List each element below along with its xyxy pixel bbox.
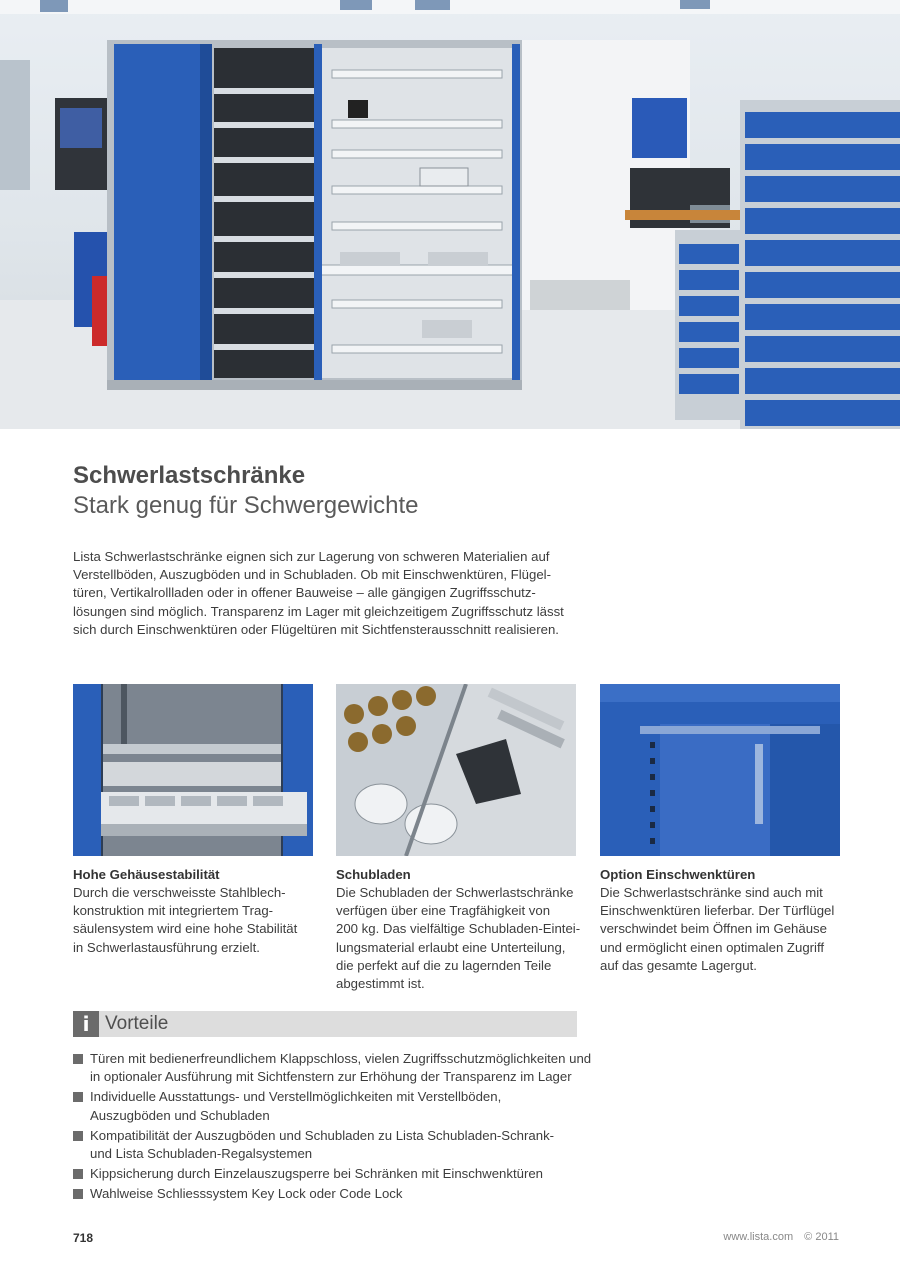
list-item-line: Kompatibilität der Auszugböden und Schubladen zu Lista Schubladen-Schrank-: [90, 1127, 555, 1143]
feature-gehaeusestabilitaet: [73, 684, 313, 957]
page-title: Schwerlastschränke: [73, 462, 306, 489]
intro-line: Lista Schwerlastschränke eignen sich zur Lagerung von schweren Materialien auf: [73, 549, 550, 564]
feature-title: Option Einschwenktüren: [600, 867, 756, 882]
feature-line: und ermöglicht einen optimalen Zugriff: [600, 939, 825, 955]
feature-line: Die Schwerlastschränke sind auch mit: [600, 885, 823, 900]
list-item-line: Individuelle Ausstattungs- und Verstellmöglichkeiten mit Verstellböden,: [90, 1089, 502, 1105]
drawer-contents-illustration: [336, 684, 576, 856]
feature-photo-drawer-contents: [336, 684, 576, 856]
feature-einschwenktueren: [600, 684, 840, 975]
intro-line: lösungen sind möglich. Transparenz im Lager mit gleichzeitigem Zugriffsschutz lässt: [73, 603, 564, 619]
vorteile-header: [73, 1011, 577, 1037]
list-item-line: Wahlweise Schliesssystem Key Lock oder Code Lock: [90, 1186, 403, 1202]
benefits-list: [73, 1050, 593, 1206]
list-item-line: und Lista Schubladen-Regalsystemen: [90, 1146, 313, 1162]
feature-line: die perfekt auf die zu lagernden Teile: [336, 957, 552, 973]
feature-title: Hohe Gehäusestabilität: [73, 867, 220, 882]
feature-text: [600, 884, 840, 975]
copyright: © 2011: [804, 1231, 839, 1243]
page-subtitle: Stark genug für Schwergewichte: [73, 492, 419, 519]
list-item: [73, 1185, 593, 1203]
feature-line: auf das gesamte Lagergut.: [600, 957, 757, 973]
intro-line: sich durch Einschwenktüren oder Flügeltüren mit Sichtfensterausschnitt realisieren.: [73, 621, 559, 637]
list-item-line: in optionaler Ausführung mit Sichtfenstern zur Erhöhung der Transparenz im Lager: [90, 1069, 572, 1085]
bullet-square-icon: [73, 1092, 83, 1102]
feature-line: Die Schubladen der Schwerlastschränke: [336, 885, 574, 900]
list-item-line: Kippsicherung durch Einzelauszugsperre bei Schränken mit Einschwenktüren: [90, 1166, 544, 1182]
swing-door-illustration: [600, 684, 840, 856]
feature-schubladen: [336, 684, 581, 993]
feature-line: verfügen über eine Tragfähigkeit von: [336, 903, 551, 919]
info-icon: i: [73, 1011, 99, 1037]
feature-title: Schubladen: [336, 867, 411, 882]
feature-line: lungsmaterial erlaubt eine Unterteilung,: [336, 939, 566, 955]
bullet-square-icon: [73, 1131, 83, 1141]
feature-photo-swing-door: [600, 684, 840, 856]
intro-line: Verstellböden, Auszugböden und in Schubladen. Ob mit Einschwenktüren, Flügel-: [73, 567, 551, 583]
feature-line: säulensystem wird eine hohe Stabilität: [73, 921, 298, 937]
intro-paragraph: [73, 548, 573, 639]
feature-line: Durch die verschweisste Stahlblech-: [73, 885, 286, 900]
cabinet-drawer-illustration: [73, 684, 313, 856]
vorteile-title: Vorteile: [105, 1013, 169, 1034]
feature-line: Einschwenktüren lieferbar. Der Türflügel: [600, 903, 835, 919]
feature-line: in Schwerlastausführung erzielt.: [73, 939, 260, 955]
hero-photo: [0, 0, 900, 429]
footer-info: [723, 1231, 839, 1243]
website-link[interactable]: www.lista.com: [723, 1231, 794, 1243]
feature-line: abgestimmt ist.: [336, 976, 425, 992]
feature-line: verschwindet beim Öffnen im Gehäuse: [600, 921, 827, 937]
list-item: [73, 1050, 593, 1086]
feature-line: 200 kg. Das vielfältige Schubladen-Eintei-: [336, 921, 581, 937]
list-item-line: Auszugböden und Schubladen: [90, 1107, 270, 1123]
feature-text: [73, 884, 313, 957]
feature-photo-cabinet-drawer: [73, 684, 313, 856]
list-item: [73, 1127, 593, 1163]
feature-line: konstruktion mit integriertem Trag-: [73, 903, 274, 919]
bullet-square-icon: [73, 1054, 83, 1064]
bullet-square-icon: [73, 1189, 83, 1199]
list-item: [73, 1165, 593, 1183]
list-item: [73, 1088, 593, 1124]
list-item-line: Türen mit bedienerfreundlichem Klappschloss, vielen Zugriffsschutzmöglichkeiten und: [90, 1051, 592, 1066]
page-number: 718: [73, 1231, 94, 1245]
intro-line: türen, Vertikalrollladen oder in offener Bauweise – alle gängigen Zugriffsschutz-: [73, 585, 536, 601]
feature-text: [336, 884, 581, 993]
hero-illustration: [0, 0, 900, 429]
bullet-square-icon: [73, 1169, 83, 1179]
